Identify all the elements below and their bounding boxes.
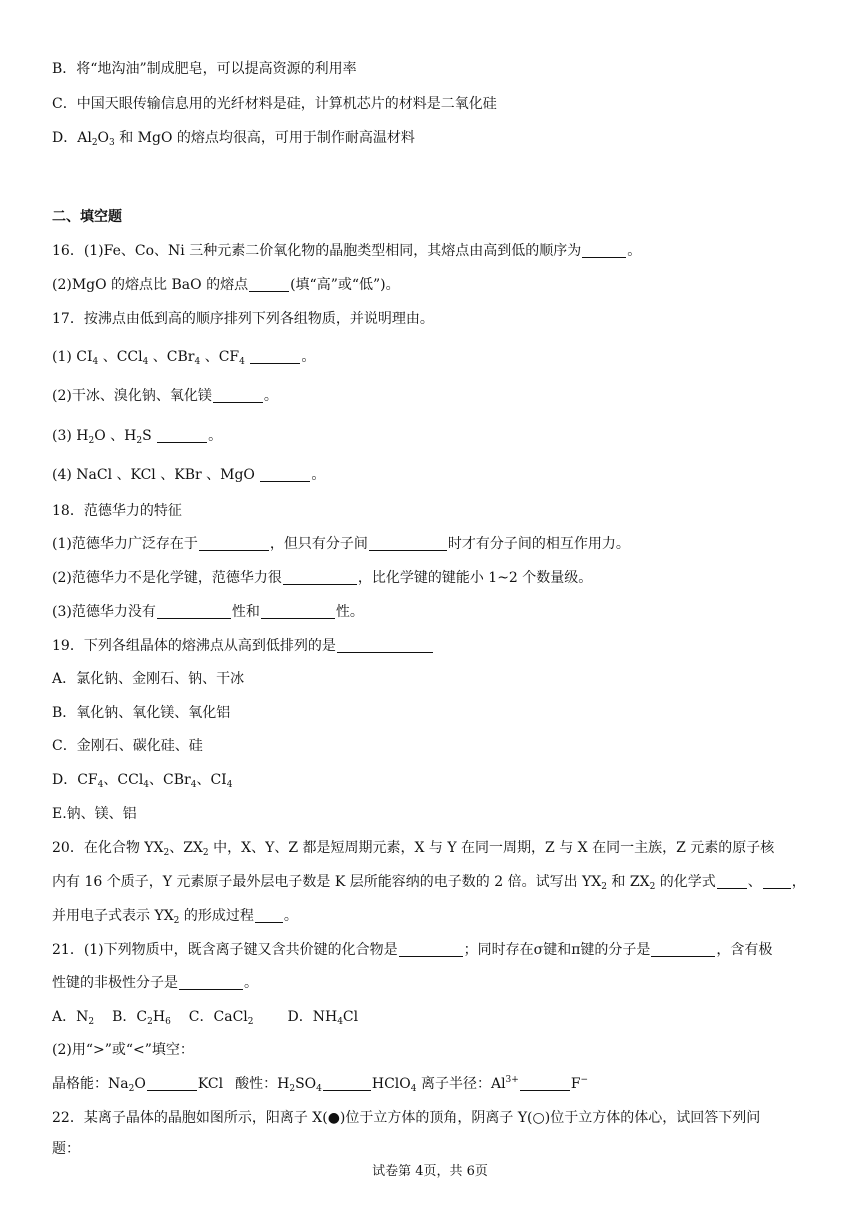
question-19-option-e: E.钠、镁、铝 — [52, 806, 137, 822]
question-18: 18．范德华力的特征 — [52, 503, 182, 519]
page-footer: 试卷第 4页，共 6页 — [372, 1164, 488, 1179]
question-19-option-c: C．金刚石、碳化硅、硅 — [52, 738, 203, 754]
question-20-line-1: 20．在化合物 $YX_2$、$ZX_2$ 中，X、Y、Z 都是短周期元素，X 与 Y 在同一周期，Z 与 X 在同一主族，Z 元素的原子核 — [52, 840, 775, 858]
option-b: B．将“地沟油”制成肥皂，可以提高资源的利用率 — [52, 61, 357, 77]
question-20-line-3: 并用电子式表示 $YX_2$ 的形成过程 。 — [52, 908, 298, 926]
question-19-option-d: D．$CF_4$、CCl$_4$、CBr$_4$、$CI_4$ — [52, 772, 233, 790]
question-17-2: (2)干冰、溴化钠、氧化镁 。 — [52, 388, 278, 404]
option-c: C．中国天眼传输信息用的光纤材料是硅，计算机芯片的材料是二氧化硅 — [52, 96, 497, 112]
question-21-2: (2)用“>”或“<”填空： — [52, 1042, 194, 1058]
question-19: 19．下列各组晶体的熔沸点从高到低排列的是 — [52, 637, 434, 655]
question-20-line-2: 内有 16 个质子，Y 元素原子最外层电子数是 K 层所能容纳的电子数的 2 倍。试写出 $YX_2$ 和 $ZX_2$ 的化学式 、 ， — [52, 874, 806, 892]
question-19-option-a: A．氯化钠、金刚石、钠、干冰 — [52, 671, 245, 687]
question-16-1: 16．(1)Fe、Co、Ni 三种元素二价氧化物的晶胞类型相同，其熔点由高到低的顺序为 。 — [52, 243, 642, 259]
section-heading: 二、填空题 — [52, 209, 122, 225]
question-16-2: (2)MgO 的熔点比 BaO 的熔点 (填“高”或“低”)。 — [52, 277, 400, 293]
question-17-1: (1) $CI_4$ 、CCl$_4$ 、CBr$_4$ 、$CF_4$ 。 — [52, 349, 316, 367]
question-21-options: A．$N_2$ B．$C_2H_6$ C．CaCl$_2$ D．$NH_4Cl$ — [52, 1009, 359, 1027]
question-21-3: 晶格能：$Na_2O$ KCl 酸性：$H_2SO_4$ HClO$_4$ 离子半径：$Al^{3+}$ F− — [52, 1075, 589, 1094]
question-17-4: (4) NaCl 、KCl 、KBr 、MgO 。 — [52, 467, 326, 483]
question-21-line-2: 性键的非极性分子是 。 — [52, 975, 258, 991]
question-22-line-2: 题： — [52, 1141, 80, 1157]
question-18-1: (1)范德华力广泛存在于 ，但只有分子间 时才有分子间的相互作用力。 — [52, 536, 630, 552]
option-d: D．$Al_2O_3$ 和 MgO 的熔点均很高，可用于制作耐高温材料 — [52, 130, 415, 148]
question-18-3: (3)范德华力没有 性和 性。 — [52, 604, 364, 620]
question-18-2: (2)范德华力不是化学键，范德华力很 ，比化学键的键能小 1~2 个数量级。 — [52, 570, 593, 586]
question-21-line-1: 21．(1)下列物质中，既含离子键又含共价键的化合物是 ；同时存在σ键和π键的分子是 ，含有极 — [52, 942, 773, 958]
question-19-option-b: B．氧化钠、氧化镁、氧化铝 — [52, 705, 231, 721]
question-17: 17．按沸点由低到高的顺序排列下列各组物质，并说明理由。 — [52, 311, 434, 327]
question-22-line-1: 22．某离子晶体的晶胞如图所示，阳离子 X(●)位于立方体的顶角，阴离子 Y(○)位于立方体的体心，试回答下列问 — [52, 1110, 761, 1126]
question-17-3: (3) $H_2O$ 、$H_2S$ 。 — [52, 428, 223, 446]
